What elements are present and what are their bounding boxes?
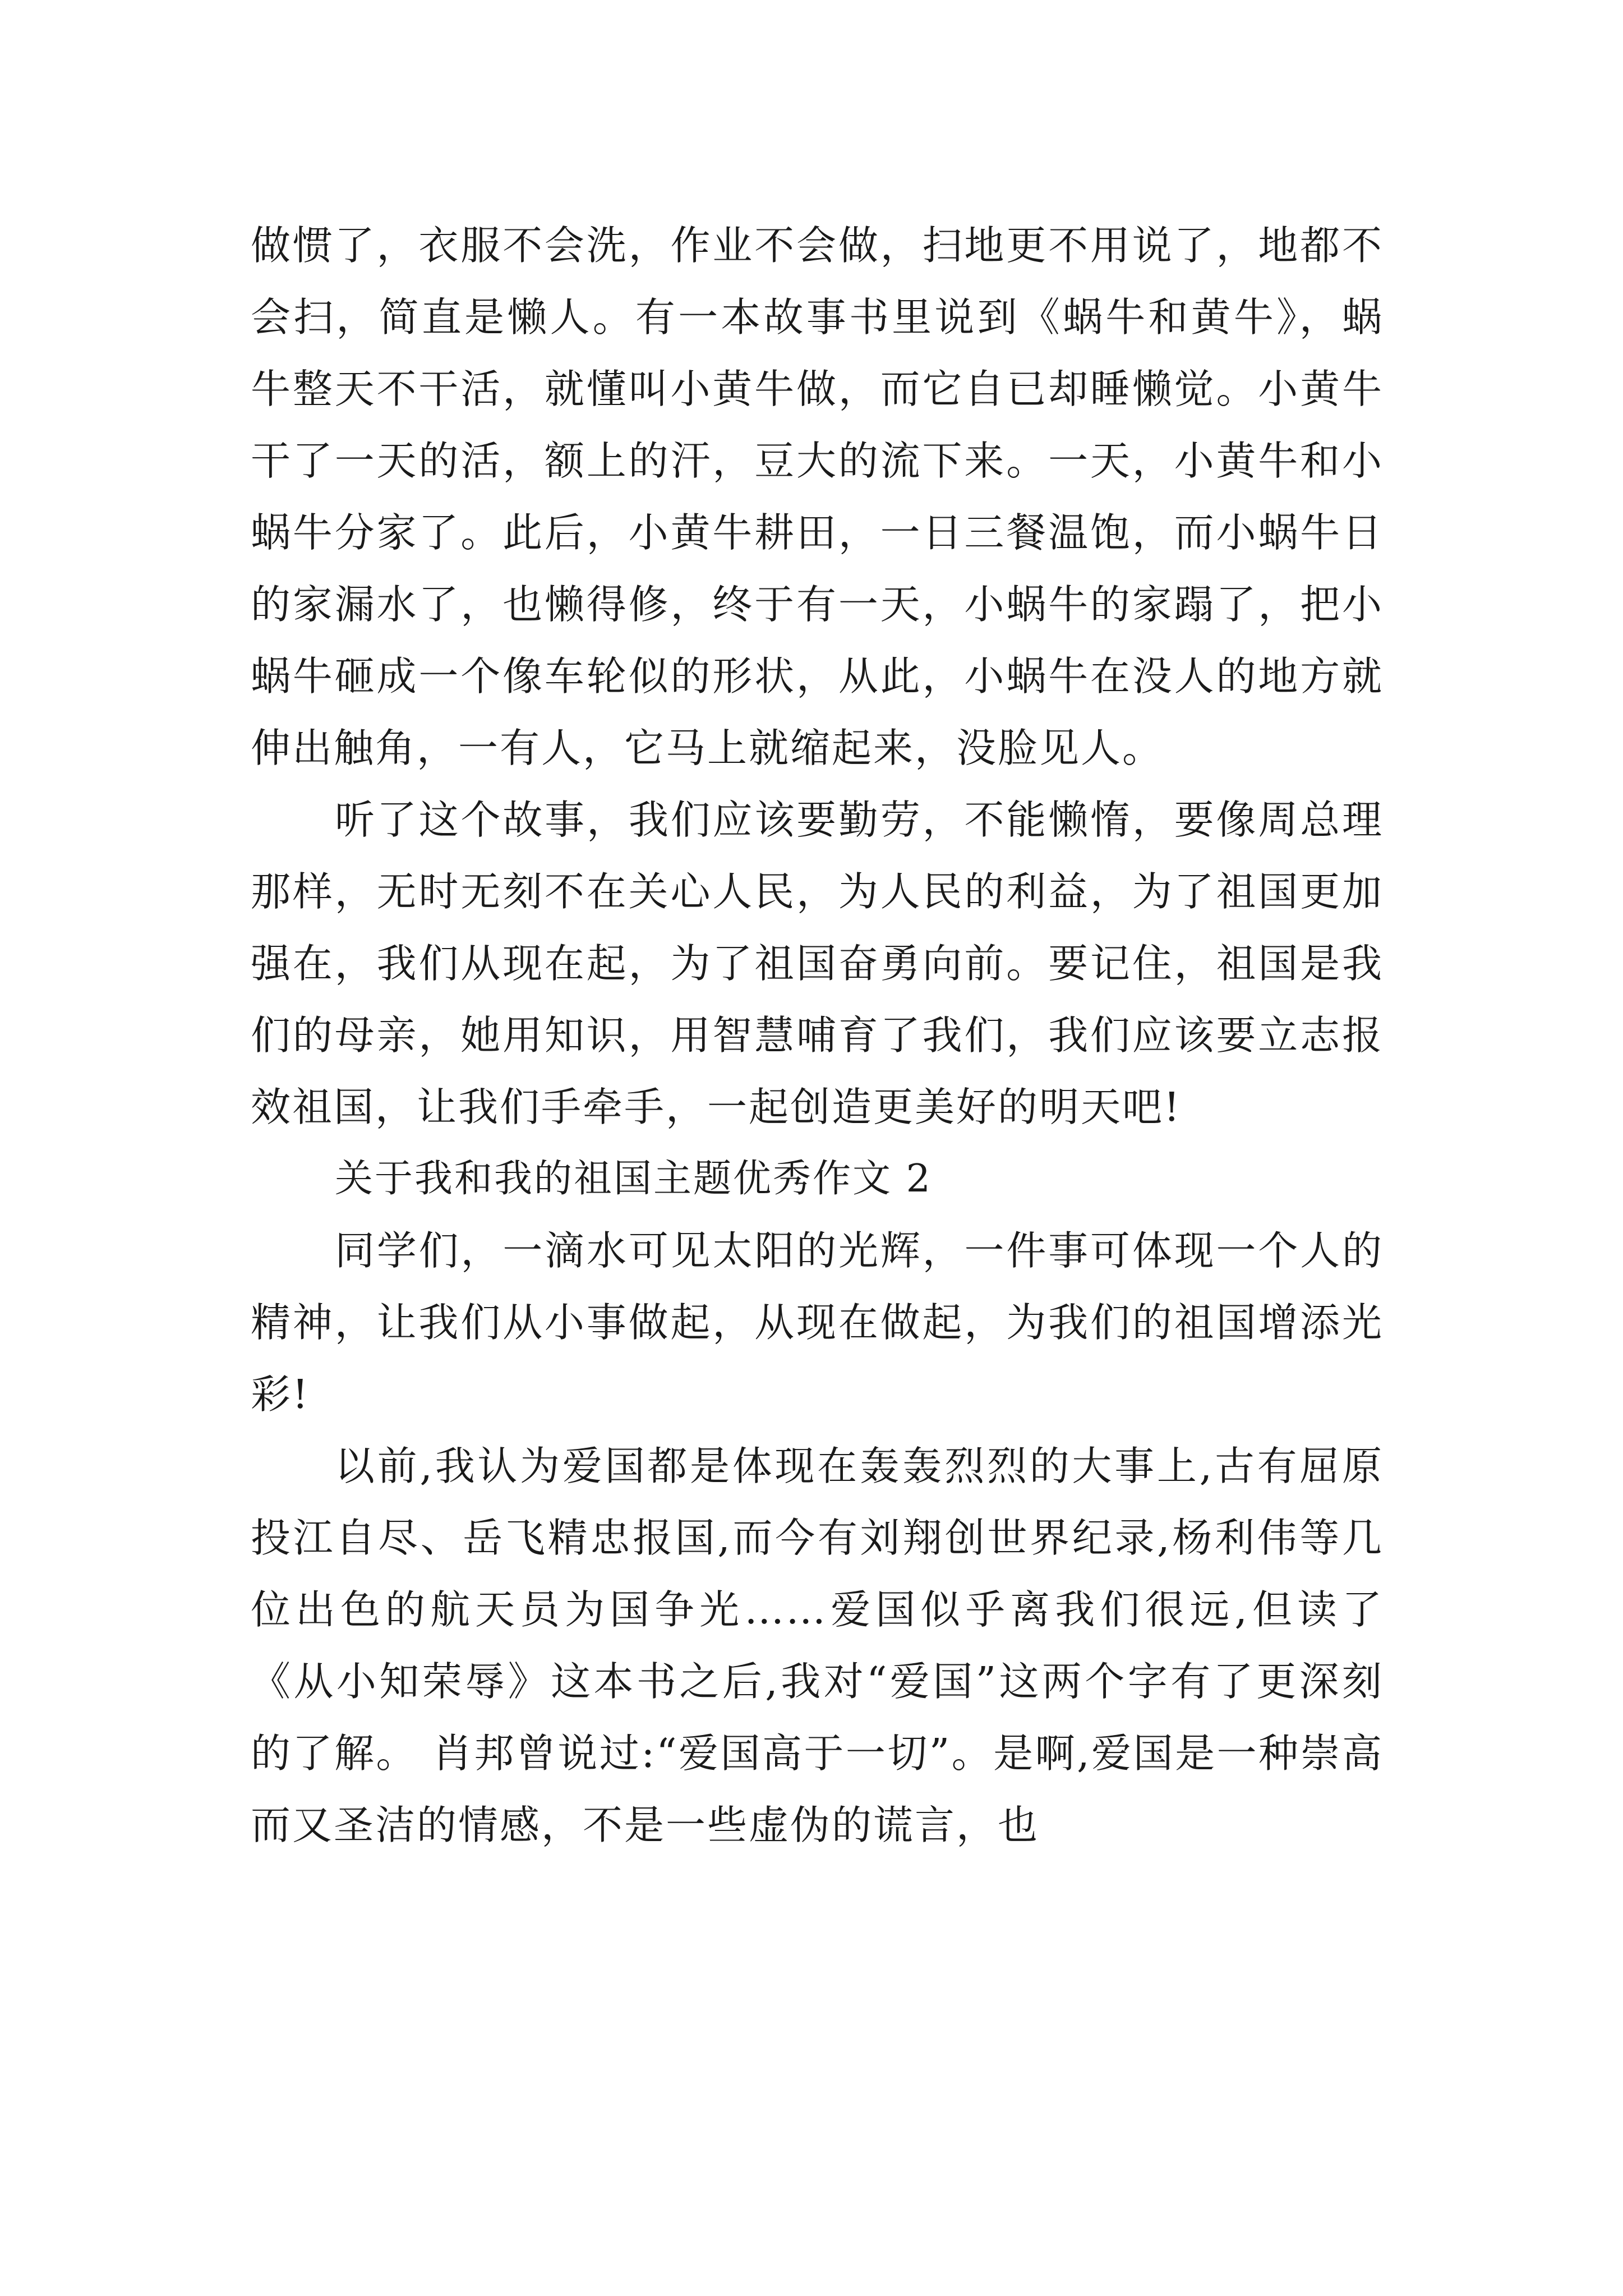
section-heading: 关于我和我的祖国主题优秀作文 2	[335, 1157, 932, 1201]
paragraph-4: 以前,我认为爱国都是体现在轰轰烈烈的大事上,古有屈原投江自尽、岳飞精忠报国,而今有刘翔创世界纪录,杨利伟等几位出色的航天员为国争光……爱国似乎离我们很远,但读了《从小知荣辱》这本书之后,我对“爱国”这两个字有了更深刻的了解。 肖邦曾说过:“爱国高于一切”。是啊,爱国是一种崇高而又圣洁的情感，不是一些虚伪的谎言，也	[251, 1443, 1384, 1848]
paragraph-3: 同学们，一滴水可见太阳的光辉，一件事可体现一个人的精神，让我们从小事做起，从现在做起，为我们的祖国增添光彩!	[251, 1227, 1384, 1418]
paragraph-2: 听了这个故事，我们应该要勤劳，不能懒惰，要像周总理那样，无时无刻不在关心人民，为人民的利益，为了祖国更加强在，我们从现在起，为了祖国奋勇向前。要记住，祖国是我们的母亲，她用知识，用智慧哺育了我们，我们应该要立志报效祖国，让我们手牵手，一起创造更美好的明天吧!	[251, 797, 1384, 1130]
document-body	[251, 210, 1384, 1861]
paragraph-1: 做惯了，衣服不会洗，作业不会做，扫地更不用说了，地都不会扫，简直是懒人。有一本故事书里说到《蜗牛和黄牛》，蜗牛整天不干活，就懂叫小黄牛做，而它自已却睡懒觉。小黄牛干了一天的活，额上的汗，豆大的流下来。一天，小黄牛和小蜗牛分家了。此后，小黄牛耕田，一日三餐温饱，而小蜗牛日的家漏水了，也懒得修，终于有一天，小蜗牛的家蹋了，把小蜗牛砸成一个像车轮似的形状，从此，小蜗牛在没人的地方就伸出触角，一有人，它马上就缩起来，没脸见人。	[251, 222, 1384, 771]
